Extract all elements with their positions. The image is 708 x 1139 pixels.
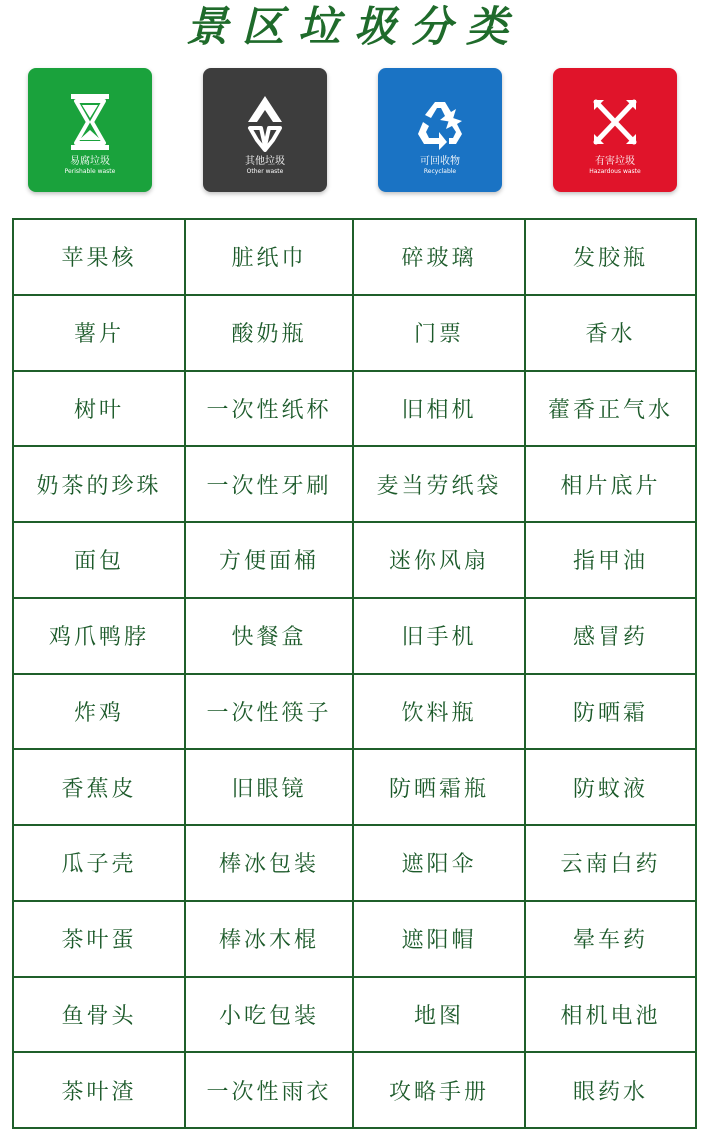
table-cell: 棒冰包装 <box>185 825 353 901</box>
table-row <box>13 598 696 674</box>
table-row <box>13 446 696 522</box>
waste-table <box>12 218 697 1129</box>
table-row <box>13 825 696 901</box>
table-cell: 晕车药 <box>525 901 696 977</box>
bin-other <box>203 68 327 192</box>
table-row <box>13 749 696 825</box>
bin-perishable <box>28 68 152 192</box>
table-row <box>13 977 696 1053</box>
table-cell: 树叶 <box>13 371 185 447</box>
table-cell: 麦当劳纸袋 <box>353 446 525 522</box>
table-row <box>13 522 696 598</box>
table-cell: 小吃包装 <box>185 977 353 1053</box>
table-cell: 门票 <box>353 295 525 371</box>
bin-label-en: Hazardous waste <box>589 168 641 175</box>
bin-label-en: Recyclable <box>423 168 457 175</box>
table-cell: 一次性雨衣 <box>185 1052 353 1128</box>
table-cell: 一次性纸杯 <box>185 371 353 447</box>
table-cell: 相片底片 <box>525 446 696 522</box>
table-cell: 香水 <box>525 295 696 371</box>
hourglass-icon <box>65 92 115 152</box>
table-cell: 鸡爪鸭脖 <box>13 598 185 674</box>
bin-label-cn: 其他垃圾 <box>245 156 285 167</box>
bin-legend <box>0 68 708 194</box>
bin-label-cn: 可回收物 <box>420 156 460 167</box>
bin-label-en: Other waste <box>246 168 284 175</box>
table-cell: 一次性牙刷 <box>185 446 353 522</box>
table-cell: 面包 <box>13 522 185 598</box>
table-cell: 快餐盒 <box>185 598 353 674</box>
bin-recyclable <box>378 68 502 192</box>
bin-label-cn: 有害垃圾 <box>595 156 635 167</box>
table-cell: 藿香正气水 <box>525 371 696 447</box>
table-cell: 感冒药 <box>525 598 696 674</box>
page-title: 景区垃圾分类 <box>185 2 522 51</box>
table-cell: 棒冰木棍 <box>185 901 353 977</box>
table-cell: 一次性筷子 <box>185 674 353 750</box>
bin-label-en: Perishable waste <box>64 168 116 175</box>
table-cell: 防晒霜瓶 <box>353 749 525 825</box>
table-cell: 香蕉皮 <box>13 749 185 825</box>
recycle-icon <box>415 92 465 152</box>
table-cell: 旧相机 <box>353 371 525 447</box>
table-cell: 方便面桶 <box>185 522 353 598</box>
table-cell: 迷你风扇 <box>353 522 525 598</box>
table-cell: 旧眼镜 <box>185 749 353 825</box>
table-cell: 遮阳帽 <box>353 901 525 977</box>
table-cell: 薯片 <box>13 295 185 371</box>
table-cell: 鱼骨头 <box>13 977 185 1053</box>
table-cell: 茶叶蛋 <box>13 901 185 977</box>
table-cell: 防晒霜 <box>525 674 696 750</box>
table-cell: 眼药水 <box>525 1052 696 1128</box>
table-cell: 防蚊液 <box>525 749 696 825</box>
hazardous-icon <box>590 92 640 152</box>
table-cell: 炸鸡 <box>13 674 185 750</box>
table-cell: 地图 <box>353 977 525 1053</box>
table-cell: 碎玻璃 <box>353 219 525 295</box>
other-waste-icon <box>240 92 290 152</box>
table-row <box>13 1052 696 1128</box>
table-cell: 旧手机 <box>353 598 525 674</box>
table-cell: 相机电池 <box>525 977 696 1053</box>
table-row <box>13 674 696 750</box>
bin-hazardous <box>553 68 677 192</box>
bin-label-cn: 易腐垃圾 <box>70 156 110 167</box>
table-cell: 瓜子壳 <box>13 825 185 901</box>
table-row <box>13 371 696 447</box>
table-row <box>13 295 696 371</box>
table-cell: 发胶瓶 <box>525 219 696 295</box>
table-cell: 脏纸巾 <box>185 219 353 295</box>
table-cell: 奶茶的珍珠 <box>13 446 185 522</box>
table-cell: 攻略手册 <box>353 1052 525 1128</box>
table-cell: 酸奶瓶 <box>185 295 353 371</box>
table-row <box>13 219 696 295</box>
table-cell: 云南白药 <box>525 825 696 901</box>
table-cell: 饮料瓶 <box>353 674 525 750</box>
table-cell: 茶叶渣 <box>13 1052 185 1128</box>
table-cell: 遮阳伞 <box>353 825 525 901</box>
table-cell: 指甲油 <box>525 522 696 598</box>
table-cell: 苹果核 <box>13 219 185 295</box>
table-row <box>13 901 696 977</box>
